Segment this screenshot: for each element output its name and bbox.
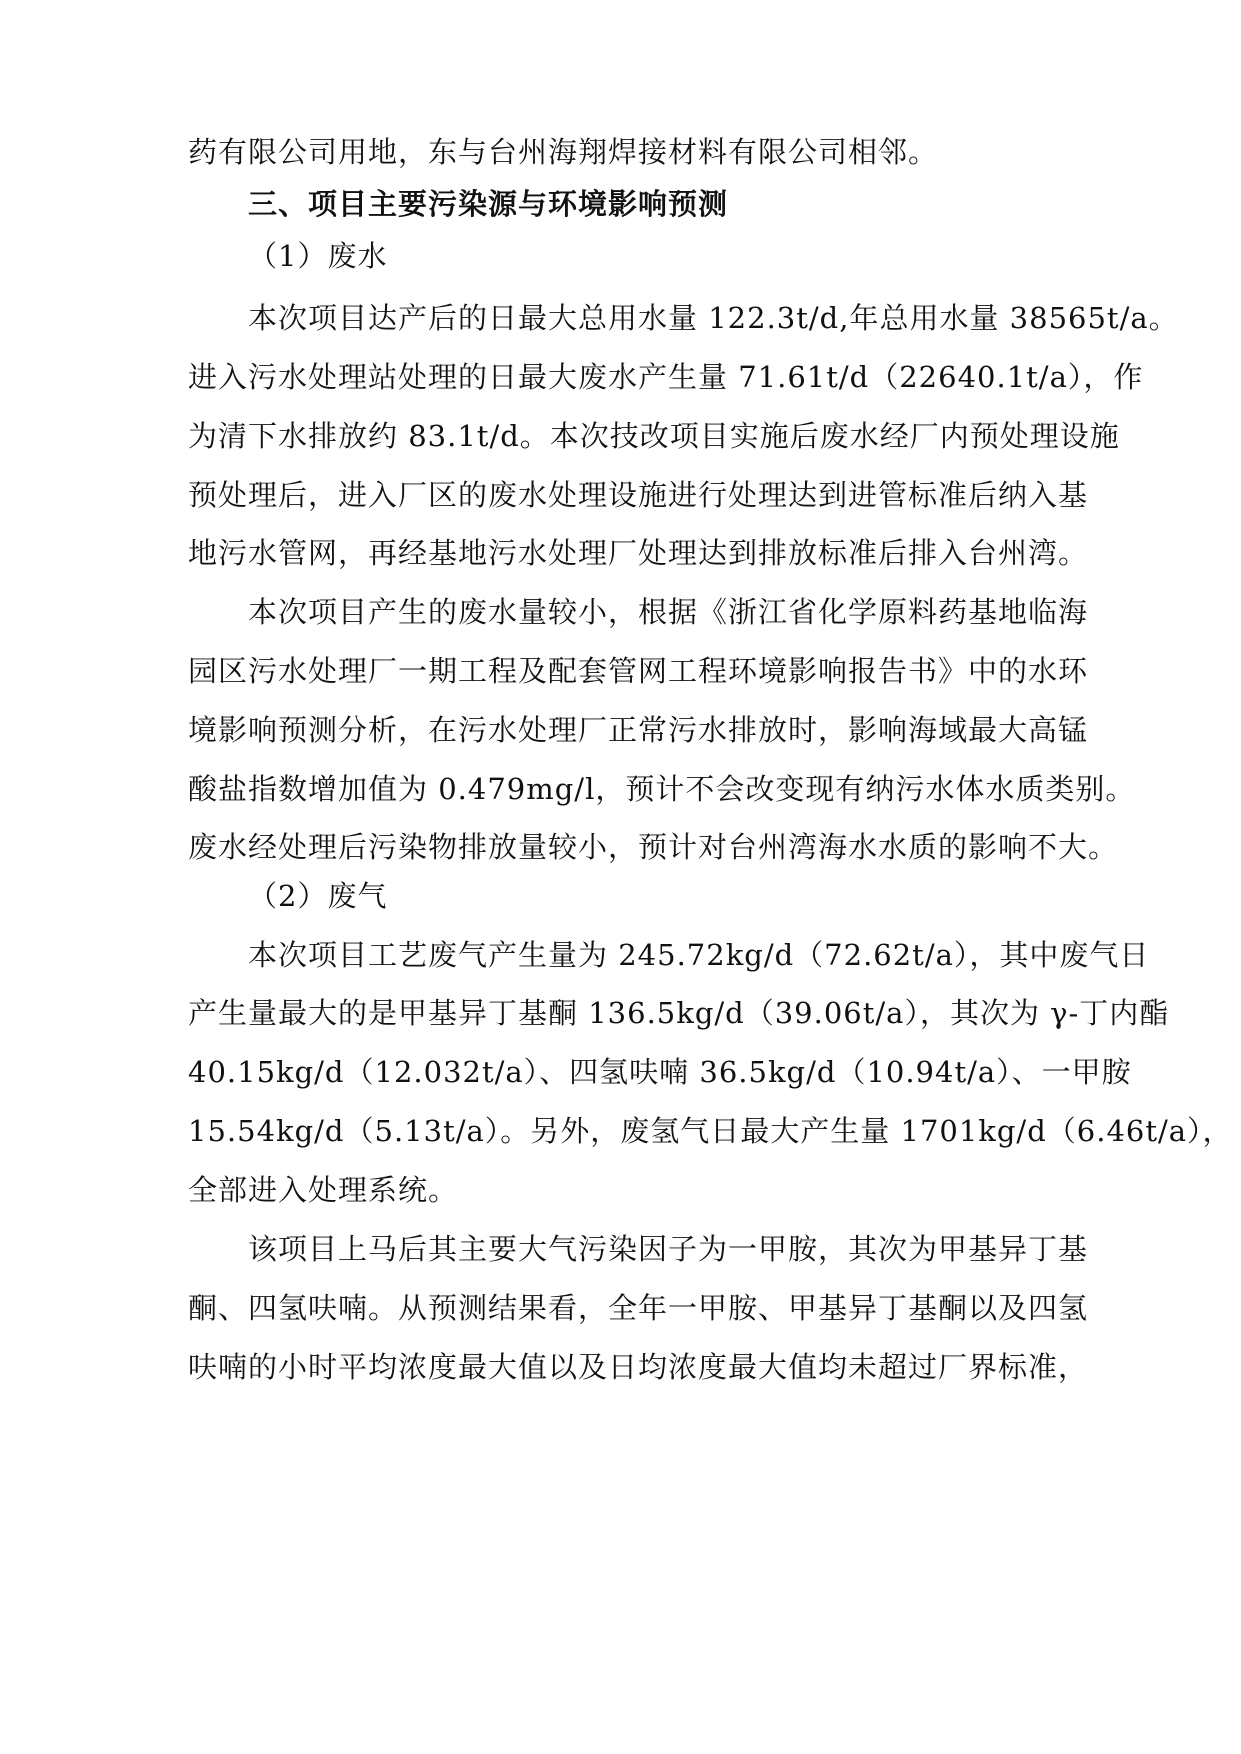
text-line-17: 40.15kg/d（12.032t/a）、四氢呋喃 36.5kg/d（10.94t/a）、一甲胺 bbox=[188, 1055, 1132, 1089]
text-line-8: 地污水管网，再经基地污水处理厂处理达到排放标准后排入台州湾。 bbox=[188, 536, 1089, 570]
text-line-11: 境影响预测分析，在污水处理厂正常污水排放时，影响海域最大高锰 bbox=[188, 713, 1089, 747]
text-line-22: 呋喃的小时平均浓度最大值以及日均浓度最大值均未超过厂界标准， bbox=[188, 1350, 1089, 1384]
text-line-1: 药有限公司用地，东与台州海翔焊接材料有限公司相邻。 bbox=[188, 135, 939, 169]
text-line-12: 酸盐指数增加值为 0.479mg/l，预计不会改变现有纳污水体水质类别。 bbox=[188, 772, 1136, 806]
subsection-heading-exhaust: （2）废气 bbox=[248, 879, 388, 913]
text-line-21: 酮、四氢呋喃。从预测结果看，全年一甲胺、甲基异丁基酮以及四氢 bbox=[188, 1291, 1089, 1325]
text-line-16: 产生量最大的是甲基异丁基酮 136.5kg/d（39.06t/a），其次为 γ-丁内酯 bbox=[188, 996, 1170, 1030]
text-line-5: 进入污水处理站处理的日最大废水产生量 71.61t/d（22640.1t/a），作 bbox=[188, 360, 1144, 394]
text-line-15: 本次项目工艺废气产生量为 245.72kg/d（72.62t/a），其中废气日 bbox=[248, 938, 1150, 972]
text-line-6: 为清下水排放约 83.1t/d。本次技改项目实施后废水经厂内预处理设施 bbox=[188, 419, 1120, 453]
text-line-4: 本次项目达产后的日最大总用水量 122.3t/d,年总用水量 38565t/a。 bbox=[248, 301, 1179, 335]
text-line-9: 本次项目产生的废水量较小，根据《浙江省化学原料药基地临海 bbox=[248, 595, 1089, 629]
text-line-20: 该项目上马后其主要大气污染因子为一甲胺，其次为甲基异丁基 bbox=[248, 1232, 1089, 1266]
subsection-heading-wastewater: （1）废水 bbox=[248, 239, 388, 273]
text-line-10: 园区污水处理厂一期工程及配套管网工程环境影响报告书》中的水环 bbox=[188, 654, 1089, 688]
text-line-7: 预处理后，进入厂区的废水处理设施进行处理达到进管标准后纳入基 bbox=[188, 478, 1089, 512]
text-line-13: 废水经处理后污染物排放量较小，预计对台州湾海水水质的影响不大。 bbox=[188, 830, 1119, 864]
text-line-19: 全部进入处理系统。 bbox=[188, 1173, 459, 1207]
text-line-18: 15.54kg/d（5.13t/a）。另外，废氢气日最大产生量 1701kg/d（6.46t/a）， bbox=[188, 1114, 1233, 1148]
section-heading: 三、项目主要污染源与环境影响预测 bbox=[248, 187, 729, 221]
